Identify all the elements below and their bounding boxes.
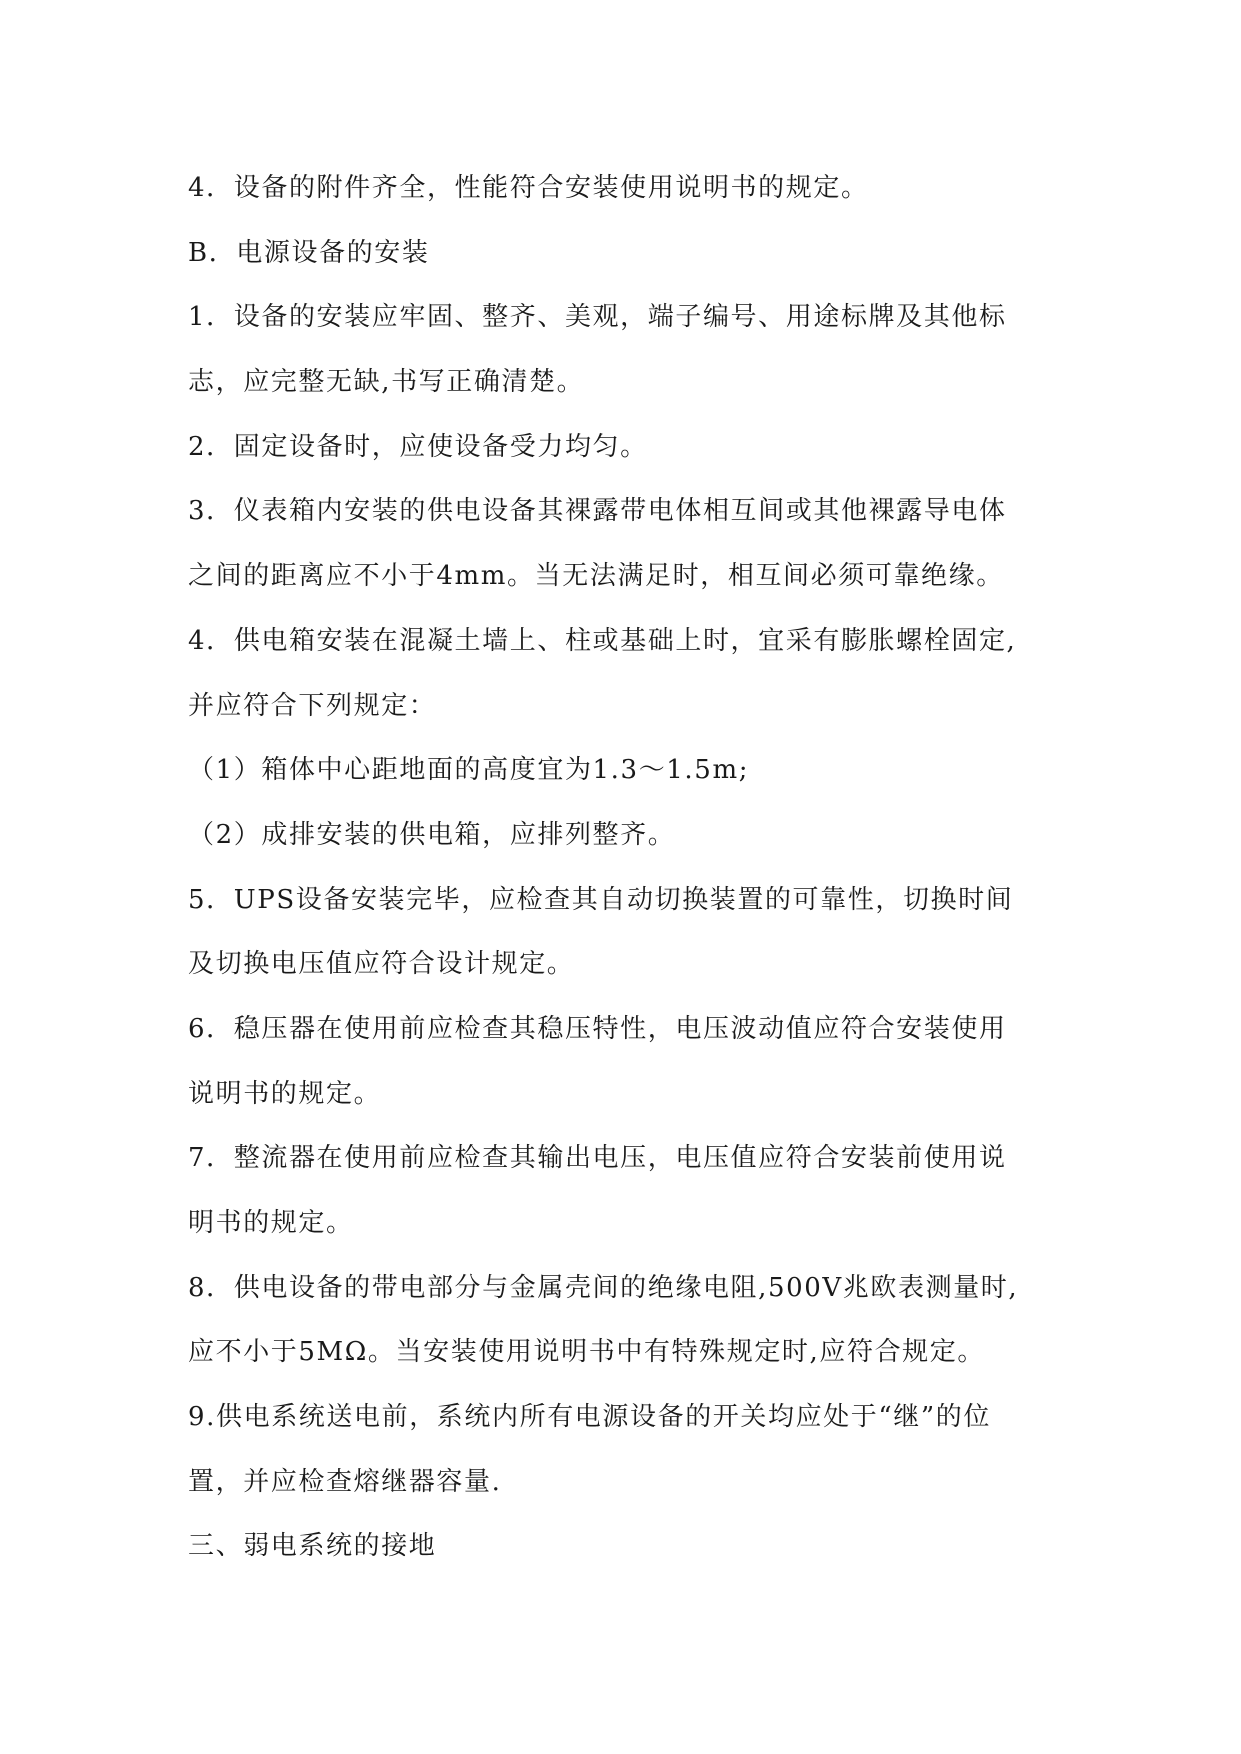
document-body — [188, 156, 1068, 1579]
text-line: 7．整流器在使用前应检查其输出电压，电压值应符合安装前使用说 — [188, 1143, 1007, 1174]
text-line: 志，应完整无缺,书写正确清楚。 — [188, 367, 585, 398]
section-heading: B．电源设备的安装 — [188, 237, 430, 268]
text-line: 之间的距离应不小于4mm。当无法满足时，相互间必须可靠绝缘。 — [188, 561, 1004, 592]
text-line: 置，并应检查熔继器容量. — [188, 1466, 502, 1497]
text-line: 并应符合下列规定： — [188, 690, 437, 721]
text-line: 说明书的规定。 — [188, 1078, 382, 1109]
text-line: 4．供电箱安装在混凝土墙上、柱或基础上时，宜采有膨胀螺栓固定, — [188, 625, 1017, 656]
text-line: 5．UPS设备安装完毕，应检查其自动切换装置的可靠性，切换时间 — [188, 884, 1014, 915]
section-heading: 三、弱电系统的接地 — [188, 1531, 437, 1562]
text-line: 2．固定设备时，应使设备受力均匀。 — [188, 431, 648, 462]
text-line: 及切换电压值应符合设计规定。 — [188, 949, 575, 980]
text-line: 6．稳压器在使用前应检查其稳压特性，电压波动值应符合安装使用 — [188, 1013, 1007, 1044]
text-line: 1．设备的安装应牢固、整齐、美观，端子编号、用途标牌及其他标 — [188, 302, 1007, 333]
text-line: （1）箱体中心距地面的高度宜为1.3～1.5m; — [188, 755, 750, 786]
text-line: （2）成排安装的供电箱，应排列整齐。 — [188, 819, 676, 850]
text-line: 3．仪表箱内安装的供电设备其裸露带电体相互间或其他裸露导电体 — [188, 496, 1007, 527]
text-line: 应不小于5MΩ。当安装使用说明书中有特殊规定时,应符合规定。 — [188, 1337, 985, 1368]
text-line: 4．设备的附件齐全，性能符合安装使用说明书的规定。 — [188, 173, 869, 203]
text-line: 9.供电系统送电前，系统内所有电源设备的开关均应处于“继”的位 — [188, 1402, 991, 1433]
text-line: 8．供电设备的带电部分与金属壳间的绝缘电阻,500V兆欧表测量时, — [188, 1272, 1019, 1303]
text-line: 明书的规定。 — [188, 1208, 354, 1238]
